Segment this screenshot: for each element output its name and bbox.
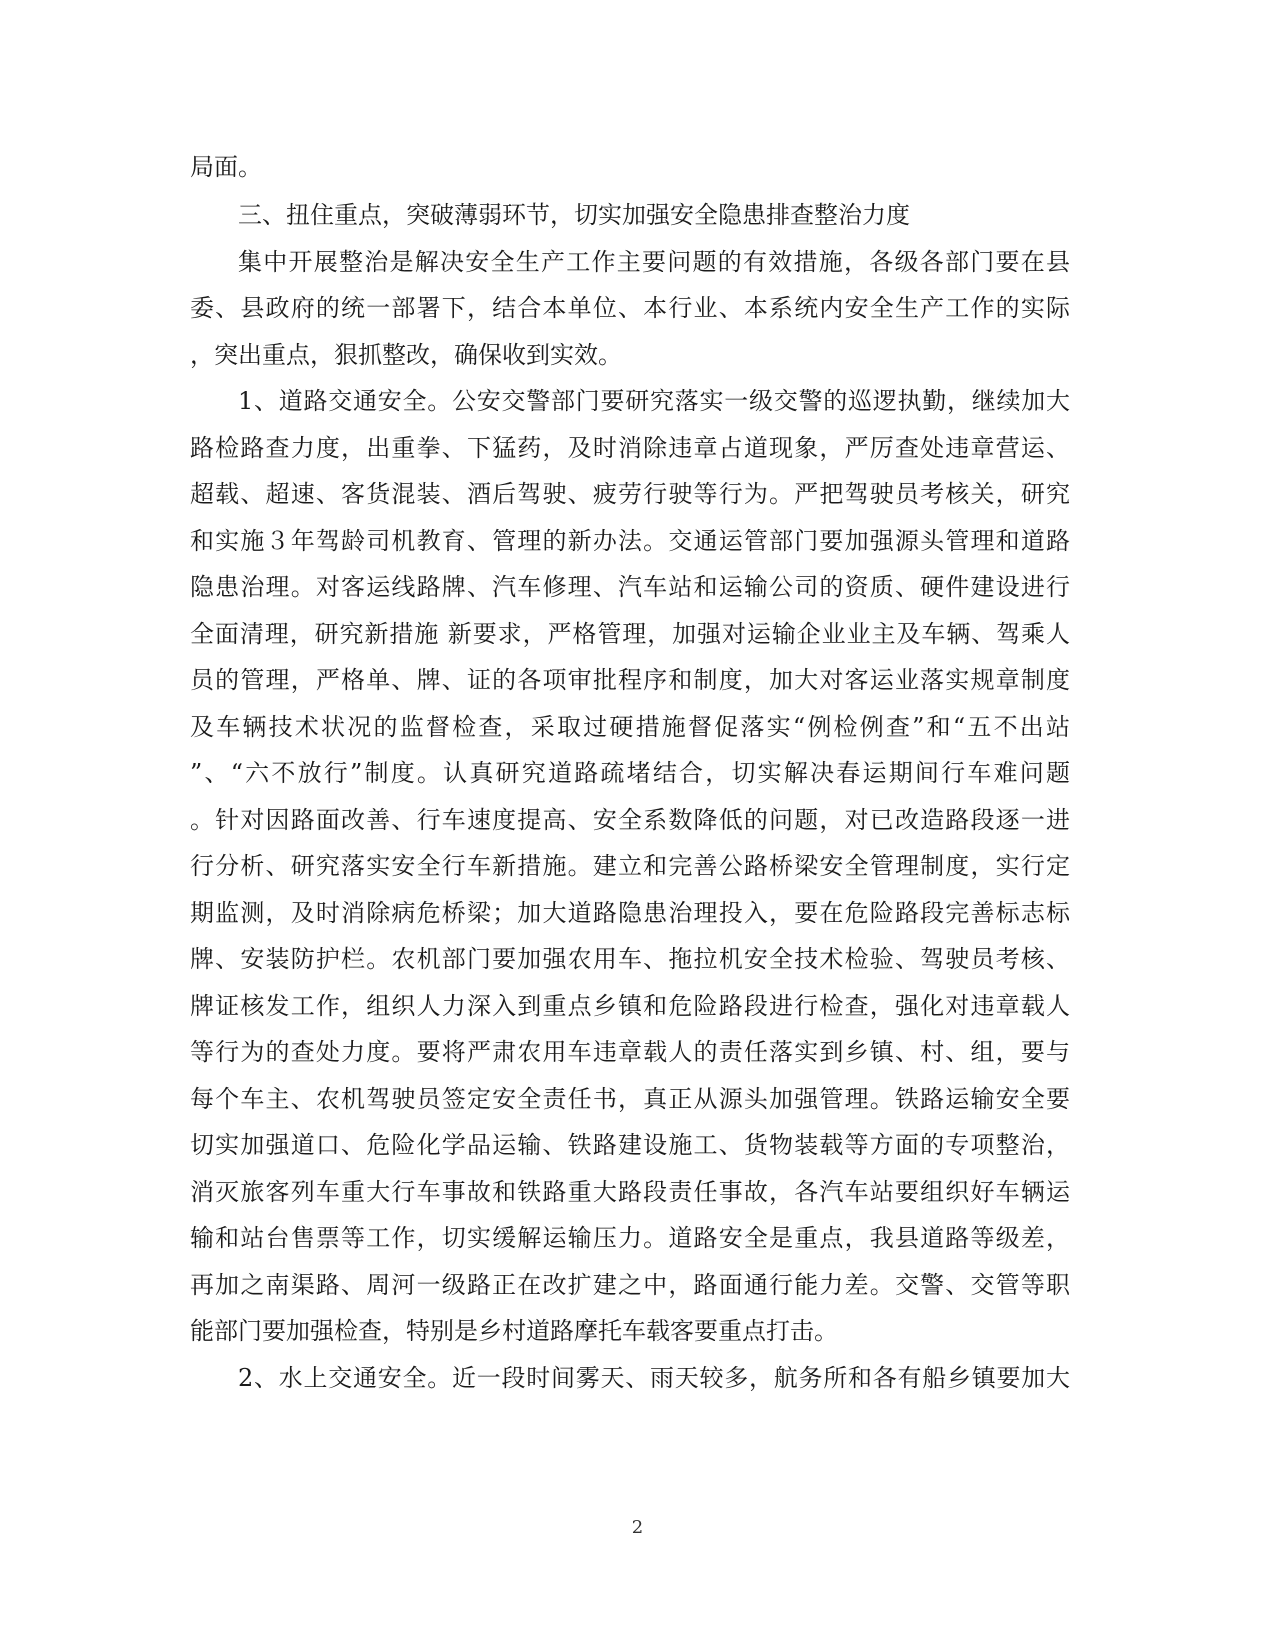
page-number: 2 xyxy=(631,1517,644,1538)
text-line: 。针对因路面改善、行车速度提高、安全系数降低的问题，对已改造路段逐一进 xyxy=(190,806,1070,834)
text-line: ，突出重点，狠抓整改，确保收到实效。 xyxy=(190,341,622,369)
text-line: 全面清理，研究新措施 新要求，严格管理，加强对运输企业业主及车辆、驾乘人 xyxy=(190,620,1070,648)
text-line: 牌证核发工作，组织人力深入到重点乡镇和危险路段进行检查，强化对违章载人 xyxy=(190,992,1070,1020)
text-line: 超载、超速、客货混装、酒后驾驶、疲劳行驶等行为。严把驾驶员考核关，研究 xyxy=(190,480,1070,508)
text-line: 委、县政府的统一部署下，结合本单位、本行业、本系统内安全生产工作的实际 xyxy=(190,294,1070,322)
text-line: 和实施３年驾龄司机教育、管理的新办法。交通运管部门要加强源头管理和道路 xyxy=(190,527,1070,555)
text-line: 1、道路交通安全。公安交警部门要研究落实一级交警的巡逻执勤，继续加大 xyxy=(238,387,1070,415)
text-line: 行分析、研究落实安全行车新措施。建立和完善公路桥梁安全管理制度，实行定 xyxy=(190,852,1070,880)
section-heading: 三、扭住重点，突破薄弱环节，切实加强安全隐患排查整治力度 xyxy=(238,201,910,229)
text-line: 局面。 xyxy=(190,153,262,181)
text-line: 输和站台售票等工作，切实缓解运输压力。道路安全是重点，我县道路等级差， xyxy=(190,1224,1070,1252)
text-line: 能部门要加强检查，特别是乡村道路摩托车载客要重点打击。 xyxy=(190,1317,838,1345)
text-line: 等行为的查处力度。要将严肃农用车违章载人的责任落实到乡镇、村、组，要与 xyxy=(190,1038,1070,1066)
text-line: 再加之南渠路、周河一级路正在改扩建之中，路面通行能力差。交警、交管等职 xyxy=(190,1271,1070,1299)
text-line: 消灭旅客列车重大行车事故和铁路重大路段责任事故，各汽车站要组织好车辆运 xyxy=(190,1178,1070,1206)
text-line: ”、“六不放行”制度。认真研究道路疏堵结合，切实解决春运期间行车难问题 xyxy=(190,759,1070,787)
text-line: 员的管理，严格单、牌、证的各项审批程序和制度，加大对客运业落实规章制度 xyxy=(190,666,1070,694)
text-line: 隐患治理。对客运线路牌、汽车修理、汽车站和运输公司的资质、硬件建设进行 xyxy=(190,573,1070,601)
text-line: 每个车主、农机驾驶员签定安全责任书，真正从源头加强管理。铁路运输安全要 xyxy=(190,1085,1070,1113)
text-line: 路检路查力度，出重拳、下猛药，及时消除违章占道现象，严厉查处违章营运、 xyxy=(190,434,1070,462)
text-line: 2、水上交通安全。近一段时间雾天、雨天较多，航务所和各有船乡镇要加大 xyxy=(238,1364,1070,1392)
text-line: 及车辆技术状况的监督检查，采取过硬措施督促落实“例检例查”和“五不出站 xyxy=(190,713,1070,741)
text-line: 集中开展整治是解决安全生产工作主要问题的有效措施，各级各部门要在县 xyxy=(238,248,1070,276)
text-line: 牌、安装防护栏。农机部门要加强农用车、拖拉机安全技术检验、驾驶员考核、 xyxy=(190,945,1070,973)
text-line: 期监测，及时消除病危桥梁；加大道路隐患治理投入，要在危险路段完善标志标 xyxy=(190,899,1070,927)
text-line: 切实加强道口、危险化学品运输、铁路建设施工、货物装载等方面的专项整治， xyxy=(190,1131,1070,1159)
